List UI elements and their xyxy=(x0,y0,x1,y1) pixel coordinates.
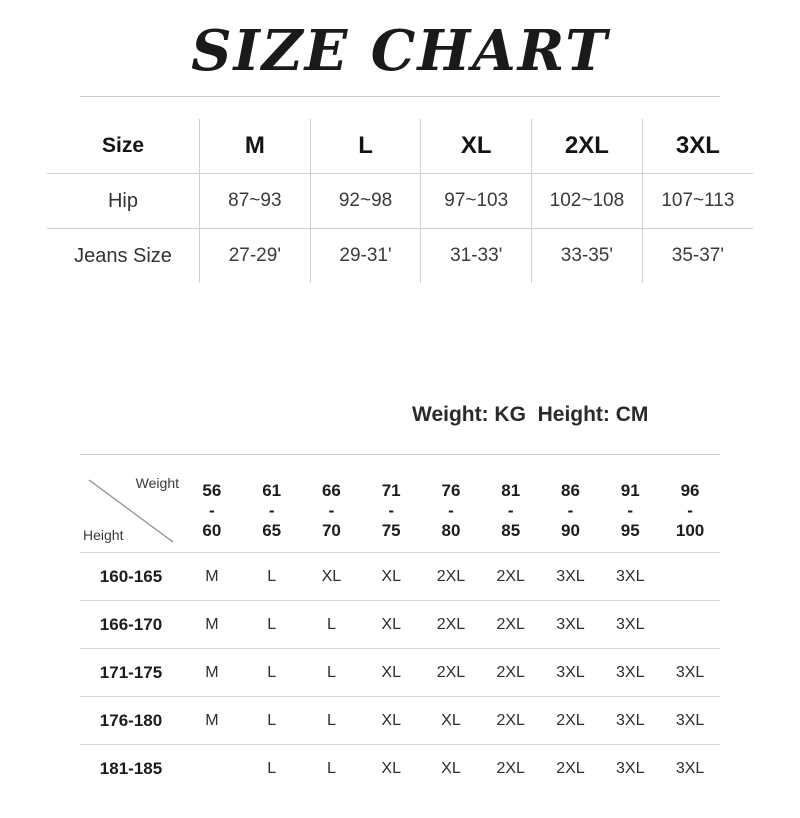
matrix-cell: 3XL xyxy=(600,601,660,649)
row-label-jeans-size: Jeans Size xyxy=(47,229,200,284)
weight-range-to: 60 xyxy=(202,521,222,541)
matrix-cell: 2XL xyxy=(421,601,481,649)
matrix-cell: L xyxy=(242,553,302,601)
matrix-cell: 2XL xyxy=(481,649,541,697)
matrix-cell: 2XL xyxy=(541,697,601,745)
matrix-cell: 2XL xyxy=(481,553,541,601)
weight-range-header xyxy=(302,470,362,553)
size-table-container xyxy=(47,119,753,283)
matrix-corner-cell xyxy=(80,470,182,553)
weight-range-to: 65 xyxy=(262,521,282,541)
weight-range-from: 76 xyxy=(441,480,461,500)
matrix-cell xyxy=(182,745,242,793)
weight-range-to: 85 xyxy=(501,521,521,541)
matrix-cell: XL xyxy=(421,697,481,745)
size-column-header: L xyxy=(310,119,421,174)
row-label-hip: Hip xyxy=(47,174,200,229)
matrix-cell: 2XL xyxy=(496,759,525,777)
matrix-cell: XL xyxy=(302,553,362,601)
matrix-cell: L xyxy=(242,649,302,697)
matrix-cell: L xyxy=(326,759,336,777)
size-table-header-row xyxy=(47,119,753,174)
matrix-cell: 3XL xyxy=(600,697,660,745)
weight-range-dash: - xyxy=(627,500,634,520)
matrix-cell: 3XL xyxy=(600,553,660,601)
matrix-cell: 3XL xyxy=(541,601,601,649)
size-matrix-table xyxy=(80,470,720,792)
weight-range-header xyxy=(481,470,541,553)
weight-range-from: 86 xyxy=(561,480,580,500)
matrix-cell: L xyxy=(302,601,362,649)
weight-range-header xyxy=(361,470,421,553)
matrix-cell: 2XL xyxy=(421,649,481,697)
weight-range-dash: - xyxy=(209,500,215,520)
cell-hip-xl: 97~103 xyxy=(421,174,532,229)
size-table-corner-label: Size xyxy=(47,119,200,174)
matrix-cell: L xyxy=(302,697,362,745)
weight-range-to: 95 xyxy=(620,521,640,541)
height-row-label: 166-170 xyxy=(80,601,182,649)
weight-range-dash: - xyxy=(448,500,454,520)
matrix-cell: XL xyxy=(361,601,421,649)
height-row-label: 160-165 xyxy=(80,553,182,601)
weight-range-dash: - xyxy=(507,500,514,520)
weight-range-header xyxy=(660,470,720,553)
matrix-cell: 3XL xyxy=(541,649,601,697)
matrix-cell: XL xyxy=(361,649,421,697)
cell-jeans-2xl: 33-35' xyxy=(532,229,643,284)
page-title: SIZE CHART xyxy=(191,18,609,84)
title-divider xyxy=(80,96,720,97)
matrix-cell: M xyxy=(182,553,242,601)
matrix-cell: 3XL xyxy=(616,759,645,777)
table-row xyxy=(80,697,720,745)
weight-range-header xyxy=(242,470,302,553)
weight-range-from: 81 xyxy=(501,480,521,500)
cell-jeans-3xl: 35-37' xyxy=(671,245,724,266)
height-row-label: 176-180 xyxy=(80,697,182,745)
weight-range-to: 75 xyxy=(381,521,401,541)
weight-range-dash: - xyxy=(268,500,275,520)
table-row xyxy=(47,229,753,284)
size-table xyxy=(47,119,753,283)
height-row-label: 181-185 xyxy=(99,758,163,778)
size-column-header: XL xyxy=(421,119,532,174)
cell-hip-3xl: 107~113 xyxy=(642,174,753,229)
matrix-cell: M xyxy=(182,601,242,649)
height-row-label: 171-175 xyxy=(80,649,182,697)
cell-hip-m: 87~93 xyxy=(200,174,311,229)
matrix-cell: 2XL xyxy=(421,553,481,601)
matrix-cell: 3XL xyxy=(660,697,720,745)
matrix-cell: XL xyxy=(361,553,421,601)
size-column-header: 2XL xyxy=(532,119,643,174)
weight-range-header xyxy=(541,470,601,553)
table-row xyxy=(47,174,753,229)
size-matrix-container xyxy=(80,470,720,792)
matrix-weight-axis-label: Weight xyxy=(135,475,179,491)
table-row xyxy=(80,601,720,649)
weight-range-dash: - xyxy=(328,500,335,520)
matrix-cell xyxy=(660,553,720,601)
matrix-cell: 2XL xyxy=(556,759,585,777)
cell-hip-l: 92~98 xyxy=(310,174,421,229)
weight-range-from: 66 xyxy=(321,480,341,500)
matrix-cell: XL xyxy=(381,759,401,777)
matrix-cell: XL xyxy=(361,697,421,745)
matrix-cell: M xyxy=(182,697,242,745)
matrix-cell: 3XL xyxy=(660,649,720,697)
weight-range-from: 61 xyxy=(262,480,282,500)
matrix-cell: L xyxy=(242,601,302,649)
matrix-cell: 3XL xyxy=(541,553,601,601)
cell-jeans-xl: 31-33' xyxy=(421,229,532,284)
matrix-cell: 2XL xyxy=(481,697,541,745)
weight-range-from: 96 xyxy=(680,480,700,500)
matrix-cell: M xyxy=(182,649,242,697)
weight-range-dash: - xyxy=(567,500,574,520)
matrix-cell: 2XL xyxy=(481,601,541,649)
units-note: Weight: KG Height: CM xyxy=(412,403,649,426)
cell-jeans-m: 27-29' xyxy=(200,229,311,284)
weight-range-dash: - xyxy=(687,500,693,520)
matrix-cell: L xyxy=(302,649,362,697)
matrix-cell: 3XL xyxy=(600,649,660,697)
table-row xyxy=(80,745,720,793)
weight-range-header xyxy=(421,470,481,553)
weight-range-to: 80 xyxy=(441,521,461,541)
size-column-header: M xyxy=(200,119,311,174)
matrix-cell xyxy=(660,601,720,649)
matrix-cell: L xyxy=(242,697,302,745)
weight-range-to: 70 xyxy=(321,521,341,541)
matrix-height-axis-label: Height xyxy=(83,527,124,544)
weight-range-from: 91 xyxy=(620,480,640,500)
weight-range-dash: - xyxy=(388,500,395,520)
cell-hip-2xl: 102~108 xyxy=(532,174,643,229)
weight-range-to: 100 xyxy=(675,521,705,541)
matrix-cell: 3XL xyxy=(675,759,705,777)
weight-range-header xyxy=(182,470,242,553)
weight-range-to: 90 xyxy=(561,521,580,541)
table-row xyxy=(80,649,720,697)
matrix-cell: XL xyxy=(441,759,461,777)
matrix-divider xyxy=(80,454,720,455)
weight-range-header xyxy=(600,470,660,553)
size-column-header: 3XL xyxy=(642,119,753,174)
matrix-header-row xyxy=(80,470,720,553)
cell-jeans-l: 29-31' xyxy=(310,229,421,284)
matrix-cell: L xyxy=(267,759,277,777)
table-row xyxy=(80,553,720,601)
weight-range-from: 71 xyxy=(381,480,401,500)
weight-range-from: 56 xyxy=(202,480,222,500)
